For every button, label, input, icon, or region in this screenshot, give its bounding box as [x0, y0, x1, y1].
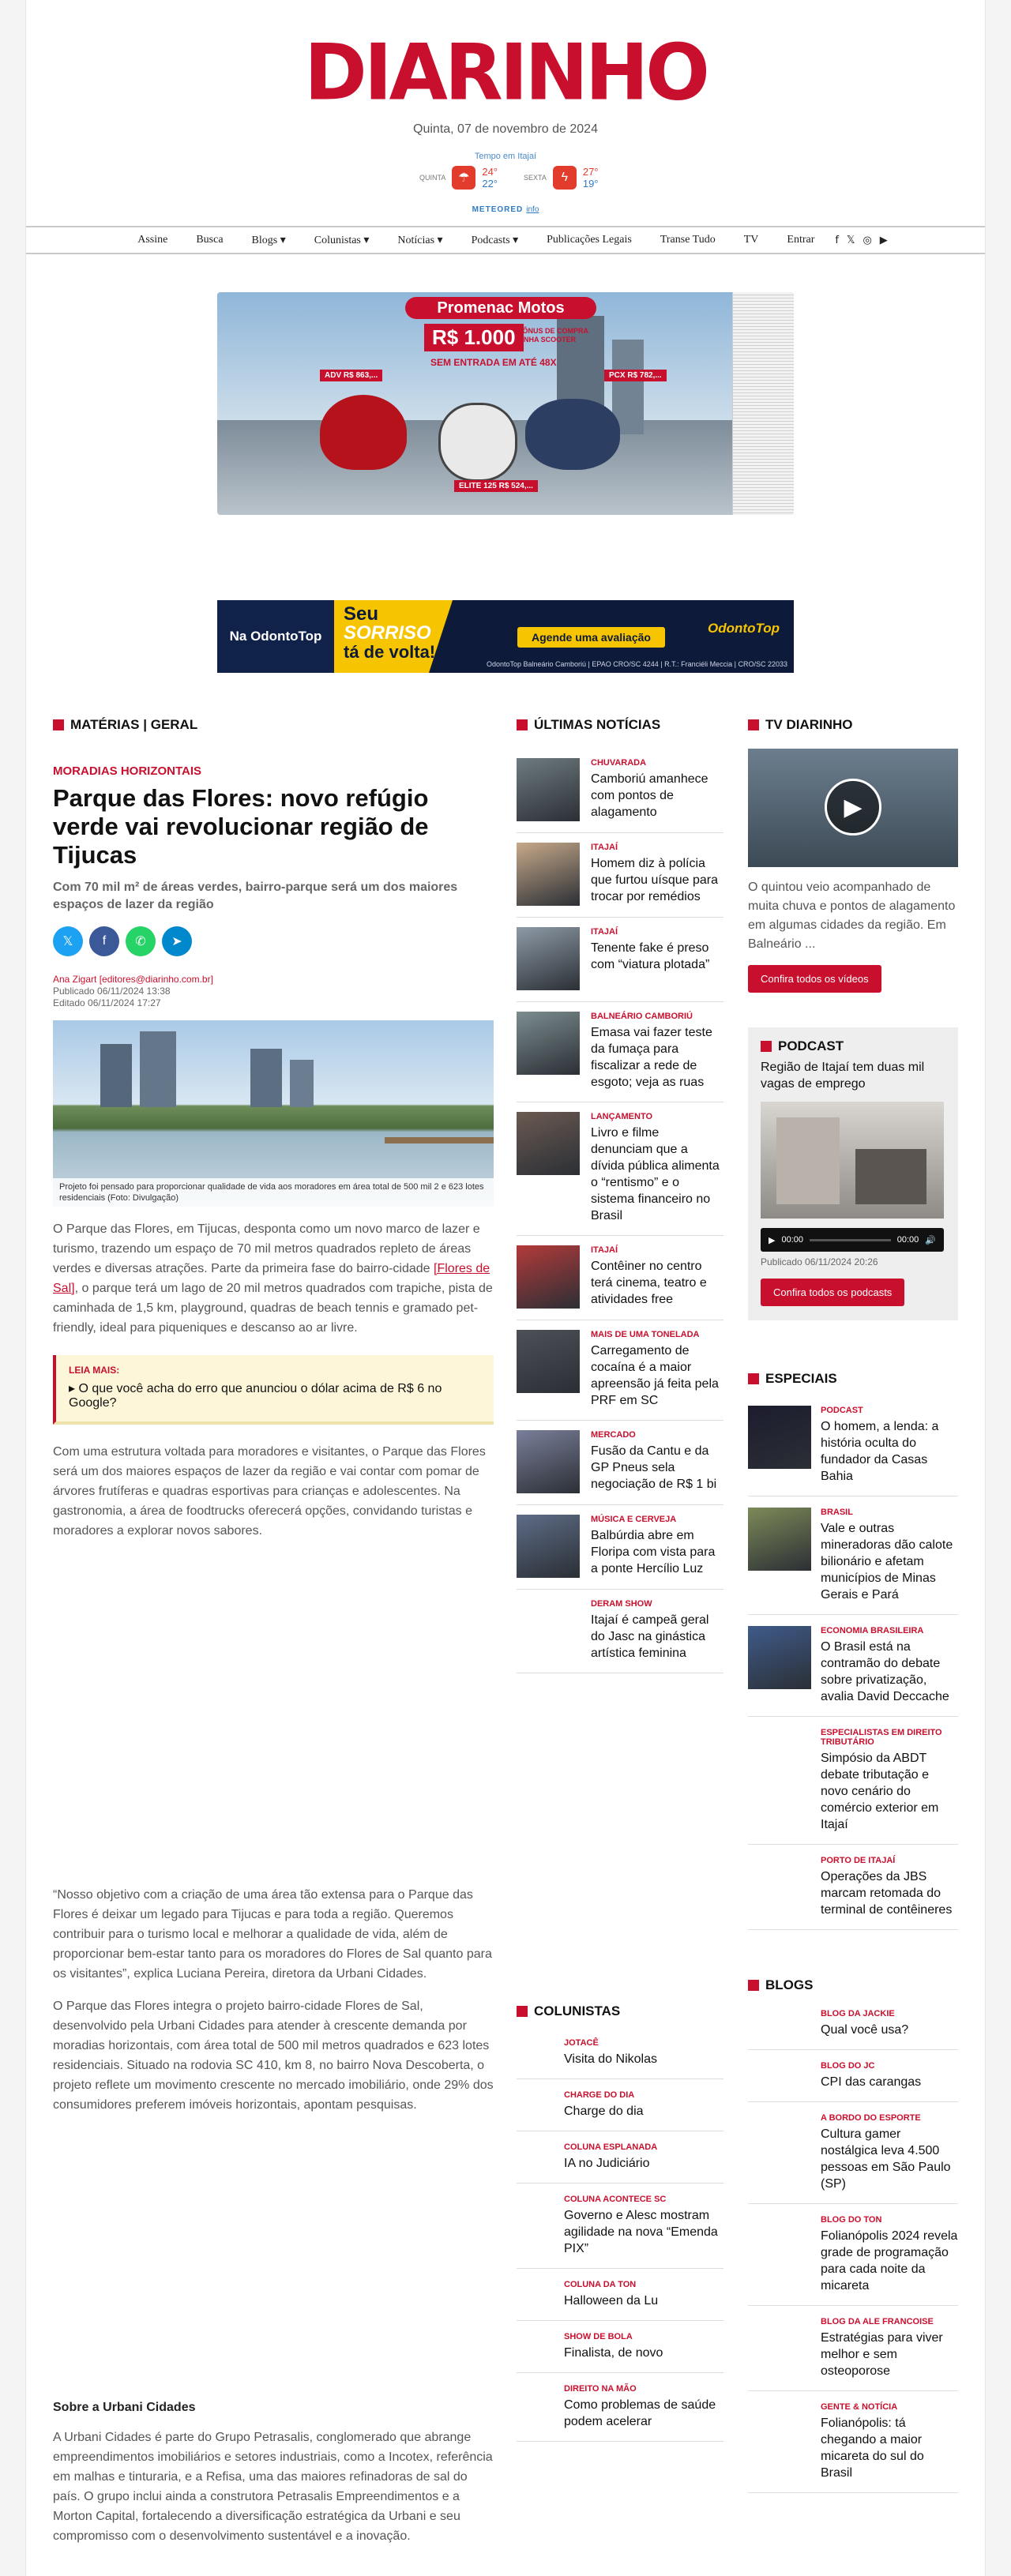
item-kicker[interactable]: ECONOMIA BRASILEIRA: [821, 1626, 924, 1635]
section-title: ÚLTIMAS NOTÍCIAS: [534, 717, 661, 732]
audio-progress[interactable]: [810, 1239, 891, 1241]
columnist-name[interactable]: CHARGE DO DIA: [564, 2090, 635, 2100]
news-list-item[interactable]: [517, 1505, 723, 1590]
columnist-item[interactable]: [517, 2184, 723, 2269]
nav-tv[interactable]: TV: [743, 234, 759, 246]
news-list-item[interactable]: [517, 1421, 723, 1505]
thumbnail-image[interactable]: [748, 1508, 811, 1571]
section-square-icon: [748, 1373, 759, 1384]
weather-day-label: QUINTA: [419, 174, 446, 182]
all-podcasts-button[interactable]: Confira todos os podcasts: [761, 1279, 904, 1306]
motorcycle-red: [320, 395, 407, 470]
meteored-credit: [26, 205, 985, 214]
news-list-item[interactable]: [517, 833, 723, 918]
item-title[interactable]: Qual você usa?: [821, 2023, 909, 2037]
item-title[interactable]: Livro e filme denunciam que a dívida pública alimenta o “rentismo” e o sistema financeiro no Brasil: [591, 1126, 720, 1222]
telegram-share-icon[interactable]: ➤: [162, 926, 192, 956]
item-kicker[interactable]: BALNEÁRIO CAMBORIÚ: [591, 1012, 693, 1021]
item-kicker[interactable]: MAIS DE UMA TONELADA: [591, 1330, 700, 1339]
thumbnail-image[interactable]: [517, 1515, 580, 1578]
blog-item[interactable]: [748, 2306, 958, 2391]
thumbnail-image[interactable]: [517, 1112, 580, 1175]
specials-list: [748, 1395, 958, 1930]
columnist-title[interactable]: Finalista, de novo: [564, 2346, 663, 2360]
people-shape: [855, 1149, 926, 1204]
section-square-icon: [761, 1041, 772, 1052]
play-icon[interactable]: ▶: [825, 779, 881, 836]
weather-title[interactable]: Tempo em Itajaí: [474, 152, 537, 161]
item-kicker[interactable]: ESPECIALISTAS EM DIREITO TRIBUTÁRIO: [821, 1728, 942, 1747]
instagram-icon[interactable]: ◎: [863, 234, 872, 246]
flores-de-sal-link[interactable]: [Flores de Sal]: [53, 1262, 490, 1295]
thumbnail-image[interactable]: [517, 843, 580, 906]
rain-storm-icon: ☂: [452, 166, 475, 190]
nav-podcasts[interactable]: Podcasts ▾: [471, 234, 519, 246]
section-header: [748, 1977, 958, 1993]
blog-item[interactable]: [748, 2102, 958, 2204]
latest-news-list: [517, 749, 723, 1673]
nav-assine[interactable]: Assine: [137, 234, 168, 246]
youtube-icon[interactable]: ▶: [879, 234, 888, 246]
ad-legal-text: [732, 292, 794, 515]
item-kicker[interactable]: CHUVARADA: [591, 758, 647, 768]
section-header: [517, 2003, 723, 2019]
read-more-link[interactable]: ▸ O que você acha do erro que anunciou o dólar acima de R$ 6 no Google?: [69, 1382, 442, 1410]
section-square-icon: [517, 719, 528, 730]
storm-icon: ϟ: [553, 166, 577, 190]
thumbnail-image[interactable]: [517, 927, 580, 990]
item-title[interactable]: O Brasil está na contramão do debate sobre privatização, avalia David Deccache: [821, 1640, 949, 1703]
tower-shape: [140, 1031, 176, 1107]
social-links: [835, 235, 887, 246]
special-item[interactable]: [748, 1395, 958, 1496]
thumbnail-image[interactable]: [517, 1245, 580, 1309]
section-title: ESPECIAIS: [765, 1371, 837, 1386]
item-title[interactable]: Estratégias para viver melhor e sem osteoporose: [821, 2331, 943, 2378]
section-title: TV DIARINHO: [765, 717, 853, 732]
weather-max: 24°: [482, 166, 498, 178]
columnist-title[interactable]: Governo e Alesc mostram agilidade na nova “Emenda PIX”: [564, 2209, 718, 2255]
nav-transe-tudo[interactable]: Transe Tudo: [660, 234, 716, 246]
columnist-name[interactable]: DIREITO NA MÃO: [564, 2384, 637, 2394]
scooter-white: [438, 403, 517, 482]
model-adv: ADV R$ 863,...: [320, 370, 382, 381]
meteored-logo[interactable]: METEORED: [472, 205, 524, 214]
ad-price: R$ 1.000: [424, 324, 524, 351]
thumbnail-image[interactable]: [517, 1430, 580, 1493]
ad2-left: Na OdontoTop: [217, 600, 334, 673]
weather-max: 27°: [582, 166, 599, 178]
columnist-name[interactable]: COLUNA DA TON: [564, 2280, 637, 2289]
podcast-box: [748, 1027, 958, 1320]
columnist-item[interactable]: [517, 2321, 723, 2373]
image-caption: Projeto foi pensado para proporcionar qualidade de vida aos moradores em área total de 500 mil 2 e 623 lotes residenciais (Foto: Divulgação): [53, 1178, 494, 1207]
article-kicker[interactable]: MORADIAS HORIZONTAIS: [53, 764, 202, 778]
thumbnail-image[interactable]: [748, 1406, 811, 1469]
article-column: [53, 717, 494, 2546]
item-title[interactable]: Balbúrdia abre em Floripa com vista para a ponte Hercílio Luz: [591, 1529, 716, 1575]
special-item[interactable]: [748, 1496, 958, 1615]
columnist-title[interactable]: Halloween da Lu: [564, 2294, 659, 2308]
header-date: Quinta, 07 de novembro de 2024: [413, 122, 598, 136]
article-edited: Editado 06/11/2024 17:27: [53, 997, 161, 1008]
item-title[interactable]: CPI das carangas: [821, 2075, 922, 2089]
ad-entry: SEM ENTRADA EM ATÉ 48X: [430, 357, 557, 368]
article-subtitle: Com 70 mil m² de áreas verdes, bairro-parque será um dos maiores espaços de lazer da região: [53, 881, 458, 911]
item-title[interactable]: Folianópolis: tá chegando a maior micareta do sul do Brasil: [821, 2416, 924, 2480]
item-title[interactable]: Fusão da Cantu e da GP Pneus sela negociação de R$ 1 bi: [591, 1444, 717, 1491]
news-list-item[interactable]: [517, 1236, 723, 1320]
weather-day-label: SEXTA: [524, 174, 547, 182]
facebook-share-icon[interactable]: f: [89, 926, 119, 956]
thumbnail-image[interactable]: [517, 1330, 580, 1393]
columnist-item[interactable]: [517, 2373, 723, 2442]
columnist-item[interactable]: [517, 2027, 723, 2079]
columnist-name[interactable]: JOTACÊ: [564, 2038, 599, 2048]
nav-noticias[interactable]: Notícias ▾: [397, 234, 443, 246]
section-title: BLOGS: [765, 1977, 814, 1992]
news-list-item[interactable]: [517, 1002, 723, 1102]
weather-min: 22°: [482, 178, 498, 190]
item-kicker[interactable]: MERCADO: [591, 1430, 636, 1440]
ad-placeholder-space: [53, 2115, 494, 2401]
columnist-title[interactable]: Charge do dia: [564, 2105, 644, 2118]
section-square-icon: [517, 2006, 528, 2017]
section-title: PODCAST: [778, 1038, 844, 1053]
weather-day-2: [524, 166, 599, 190]
right-column: [748, 717, 958, 2493]
item-title[interactable]: Vale e outras mineradoras dão calote bilionário e afetam municípios de Minas Gerais e Pará: [821, 1522, 953, 1602]
item-kicker[interactable]: ITAJAÍ: [591, 843, 618, 852]
main-nav: [26, 226, 985, 254]
ad-brand: Promenac Motos: [405, 297, 596, 319]
item-kicker[interactable]: ITAJAÍ: [591, 927, 618, 937]
ad-price-note: BÔNUS DE COMPRA LINHA SCOOTER: [517, 327, 588, 344]
ad-banner-promenac[interactable]: [217, 292, 794, 515]
columnist-title[interactable]: Como problemas de saúde podem acelerar: [564, 2398, 716, 2428]
columnist-name[interactable]: SHOW DE BOLA: [564, 2332, 633, 2341]
paragraph-1: O Parque das Flores, em Tijucas, desponta como um novo marco de lazer e turismo, trazendo um espaço de 70 mil metros quadrados repleto de áreas verdes e diversas atrações. Parte da primeira fase do bairro-cidade [Flores de Sal], o parque terá um lago de 20 mil metros quadrados com trapiche, pista de caminhada de 1,5 km, playground, quadras de beach tennis e gramado pet-friendly, ideal para piqueniques e descanso ao ar livre.: [53, 1222, 493, 1335]
article-title: Parque das Flores: novo refúgio verde vai revolucionar região de Tijucas: [53, 784, 429, 869]
thumbnail-image[interactable]: [517, 758, 580, 821]
audio-player[interactable]: [761, 1228, 944, 1252]
meteored-info-link[interactable]: info: [526, 205, 539, 214]
ad-banner-odontotop[interactable]: [217, 600, 794, 673]
audio-current-time: 00:00: [781, 1235, 803, 1245]
nav-busca[interactable]: Busca: [196, 234, 224, 246]
nav-entrar[interactable]: Entrar: [787, 234, 815, 246]
news-list-item[interactable]: [517, 749, 723, 833]
article-published: Publicado 06/11/2024 13:38: [53, 986, 171, 997]
store-shape: [776, 1117, 840, 1204]
item-kicker[interactable]: PORTO DE ITAJAÍ: [821, 1856, 896, 1865]
item-kicker[interactable]: BLOG DO JC: [821, 2061, 875, 2071]
blogs-list: [748, 1998, 958, 2493]
nav-blogs[interactable]: Blogs ▾: [251, 234, 286, 246]
ad-placeholder-space: [53, 1541, 494, 1872]
model-pcx: PCX R$ 782,...: [604, 370, 667, 381]
item-kicker[interactable]: GENTE & NOTÍCIA: [821, 2402, 898, 2412]
item-kicker[interactable]: DERAM SHOW: [591, 1599, 652, 1609]
news-list-item[interactable]: [517, 918, 723, 1002]
ad2-footer: OdontoTop Balneário Camboriú | EPAO CRO/SC 4244 | R.T.: Franciéli Meccia | CRO/SC 22033: [486, 660, 787, 668]
item-kicker[interactable]: BRASIL: [821, 1508, 853, 1517]
item-kicker[interactable]: BLOG DO TON: [821, 2215, 882, 2225]
tv-video-thumbnail[interactable]: [748, 749, 958, 867]
columnist-name[interactable]: COLUNA ESPLANADA: [564, 2142, 658, 2152]
section-square-icon: [748, 1980, 759, 1991]
columnist-item[interactable]: [517, 2079, 723, 2131]
facebook-icon[interactable]: f: [835, 234, 839, 246]
item-title[interactable]: Tenente fake é preso com “viatura plotada”: [591, 941, 710, 971]
item-kicker[interactable]: MÚSICA E CERVEJA: [591, 1515, 677, 1524]
ad2-headline: Seu SORRISO tá de volta!: [344, 603, 436, 662]
site-header: [26, 0, 985, 246]
item-kicker[interactable]: BLOG DA JACKIE: [821, 2009, 895, 2018]
section-header: [761, 1038, 945, 1054]
site-logo[interactable]: DIARINHO: [304, 27, 707, 118]
blog-item[interactable]: [748, 1998, 958, 2050]
twitter-share-icon[interactable]: 𝕏: [53, 926, 83, 956]
tower-shape: [250, 1049, 282, 1107]
paragraph-4: O Parque das Flores integra o projeto bairro-cidade Flores de Sal, desenvolvido pela Urbani Cidades para atender à crescente demanda por moradias horizontais, com área total de 500 mil metros quadrados e 623 lotes residenciais. Situado na rodovia SC 410, km 8, no bairro Nova Descoberta, o projeto reflete um movimento crescente no mercado imobiliário, onde 29% dos consumidores preferem imóveis horizontais, apontam pesquisas.: [53, 2000, 494, 2112]
tower-shape: [100, 1044, 132, 1107]
audio-duration: 00:00: [896, 1235, 919, 1245]
item-title[interactable]: Folianópolis 2024 revela grade de programação para cada noite da micareta: [821, 2229, 958, 2292]
item-kicker[interactable]: BLOG DA ALE FRANCOISE: [821, 2317, 934, 2326]
section-header: [53, 717, 494, 733]
columnist-item[interactable]: [517, 2269, 723, 2321]
thumbnail-image[interactable]: [748, 1626, 811, 1689]
special-item[interactable]: [748, 1717, 958, 1845]
section-header: [517, 717, 723, 733]
paragraph-2: Com uma estrutura voltada para moradores e visitantes, o Parque das Flores será um dos maiores espaços de lazer da região e vai contar com pomar de árvores frutíferas e quadras esportivas para crianças e adolescentes. Na gastronomia, a área de foodtrucks oferecerá opções, convidando turistas e moradores a explorar novos sabores.: [53, 1445, 486, 1538]
item-title[interactable]: Simpósio da ABDT debate tributação e novo cenário do comércio exterior em Itajaí: [821, 1752, 939, 1831]
section-header: [748, 1371, 958, 1387]
paragraph-3: “Nosso objetivo com a criação de uma área tão extensa para o Parque das Flores é deixar um legado para Tijucas e para toda a região. Queremos contribuir para o turismo local e melhorar a qualidade de vida, além de proporcionar bem-estar tanto para os moradores do Flores de Sal quanto para os visitantes”, explica Luciana Pereira, diretora da Urbani Cidades.: [53, 1888, 492, 1981]
item-kicker[interactable]: ITAJAÍ: [591, 1245, 618, 1255]
news-list-item[interactable]: [517, 1590, 723, 1673]
section-header: [748, 717, 958, 733]
paragraph-5: A Urbani Cidades é parte do Grupo Petrasalis, conglomerado que abrange empreendimentos imobiliários e setores industriais, como a Incotex, referência em malhas e tinturaria, e a Refisa, uma das maiores refinadoras de sal do país. O grupo inclui ainda a construtora Petrasalis Empreendimentos e a Morton Capital, fortalecendo a diversificação estratégica da Urbani e seu compromisso com o desenvolvimento sustentável e a inovação.: [53, 2431, 493, 2543]
volume-icon[interactable]: 🔊: [925, 1235, 936, 1245]
item-title[interactable]: Cultura gamer nostálgica leva 4.500 pessoas em São Paulo (SP): [821, 2127, 951, 2191]
item-title[interactable]: Carregamento de cocaína é a maior apreensão já feita pela PRF em SC: [591, 1344, 719, 1407]
columnist-item[interactable]: [517, 2131, 723, 2184]
article-hero-image[interactable]: [53, 1020, 494, 1207]
pier-shape: [385, 1137, 494, 1143]
item-kicker[interactable]: LANÇAMENTO: [591, 1112, 653, 1121]
news-list-item[interactable]: [517, 1320, 723, 1421]
latest-news-column: [517, 717, 723, 2442]
podcast-image[interactable]: [761, 1102, 944, 1219]
section-square-icon: [748, 719, 759, 730]
article-meta: [53, 974, 494, 1009]
all-videos-button[interactable]: Confira todos os vídeos: [748, 965, 881, 993]
nav-colunistas[interactable]: Colunistas ▾: [314, 234, 370, 246]
play-icon[interactable]: ▶: [769, 1235, 776, 1245]
ad2-brand: OdontoTop: [708, 621, 780, 636]
tv-box: [748, 749, 958, 993]
item-title[interactable]: Camboriú amanhece com pontos de alagamento: [591, 772, 708, 819]
item-kicker[interactable]: PODCAST: [821, 1406, 863, 1415]
podcast-published: Publicado 06/11/2024 20:26: [761, 1256, 878, 1267]
item-kicker[interactable]: A BORDO DO ESPORTE: [821, 2113, 921, 2123]
special-item[interactable]: [748, 1615, 958, 1717]
special-item[interactable]: [748, 1845, 958, 1930]
page: [25, 0, 986, 2576]
section-subheading: Sobre a Urbani Cidades: [53, 2401, 196, 2414]
item-title[interactable]: Operações da JBS marcam retomada do terminal de contêineres: [821, 1870, 953, 1917]
section-square-icon: [53, 719, 64, 730]
ad2-cta-button[interactable]: Agende uma avaliação: [517, 627, 665, 648]
weather-day-1: [419, 166, 498, 190]
item-title[interactable]: Contêiner no centro terá cinema, teatro e atividades free: [591, 1260, 707, 1306]
section-title: MATÉRIAS | GERAL: [70, 717, 198, 732]
whatsapp-share-icon[interactable]: ✆: [126, 926, 156, 956]
section-title: COLUNISTAS: [534, 2003, 621, 2018]
columnist-name[interactable]: COLUNA ACONTECE SC: [564, 2195, 667, 2204]
read-more-label: LEIA MAIS:: [69, 1365, 120, 1376]
item-title[interactable]: Emasa vai fazer teste da fumaça para fiscalizar a rede de esgoto; veja as ruas: [591, 1026, 712, 1089]
columnists-list: [517, 2027, 723, 2442]
twitter-icon[interactable]: 𝕏: [846, 234, 855, 246]
share-buttons: [53, 926, 494, 956]
model-elite: ELITE 125 R$ 524,...: [454, 480, 538, 492]
scooter-blue: [525, 399, 620, 470]
nav-publicacoes-legais[interactable]: Publicações Legais: [547, 234, 632, 246]
blog-item[interactable]: [748, 2204, 958, 2306]
article-author[interactable]: Ana Zigart [editores@diarinho.com.br]: [53, 974, 213, 985]
columnist-title[interactable]: Visita do Nikolas: [564, 2052, 657, 2066]
item-title[interactable]: O homem, a lenda: a história oculta do fundador da Casas Bahia: [821, 1420, 939, 1483]
item-title[interactable]: Itajaí é campeã geral do Jasc na ginástica artística feminina: [591, 1613, 709, 1660]
thumbnail-image[interactable]: [517, 1012, 580, 1075]
podcast-headline[interactable]: Região de Itajaí tem duas mil vagas de emprego: [761, 1061, 925, 1091]
tower-shape: [290, 1060, 314, 1107]
blog-item[interactable]: [748, 2050, 958, 2102]
read-more-box[interactable]: [53, 1355, 494, 1425]
weather-min: 19°: [582, 178, 599, 190]
item-title[interactable]: Homem diz à polícia que furtou uísque para trocar por remédios: [591, 857, 719, 903]
tv-text: O quintou veio acompanhado de muita chuva e pontos de alagamento em algumas cidades da região. Em Balneário ...: [748, 881, 956, 951]
blog-item[interactable]: [748, 2391, 958, 2493]
news-list-item[interactable]: [517, 1102, 723, 1236]
columnist-title[interactable]: IA no Judiciário: [564, 2157, 650, 2170]
